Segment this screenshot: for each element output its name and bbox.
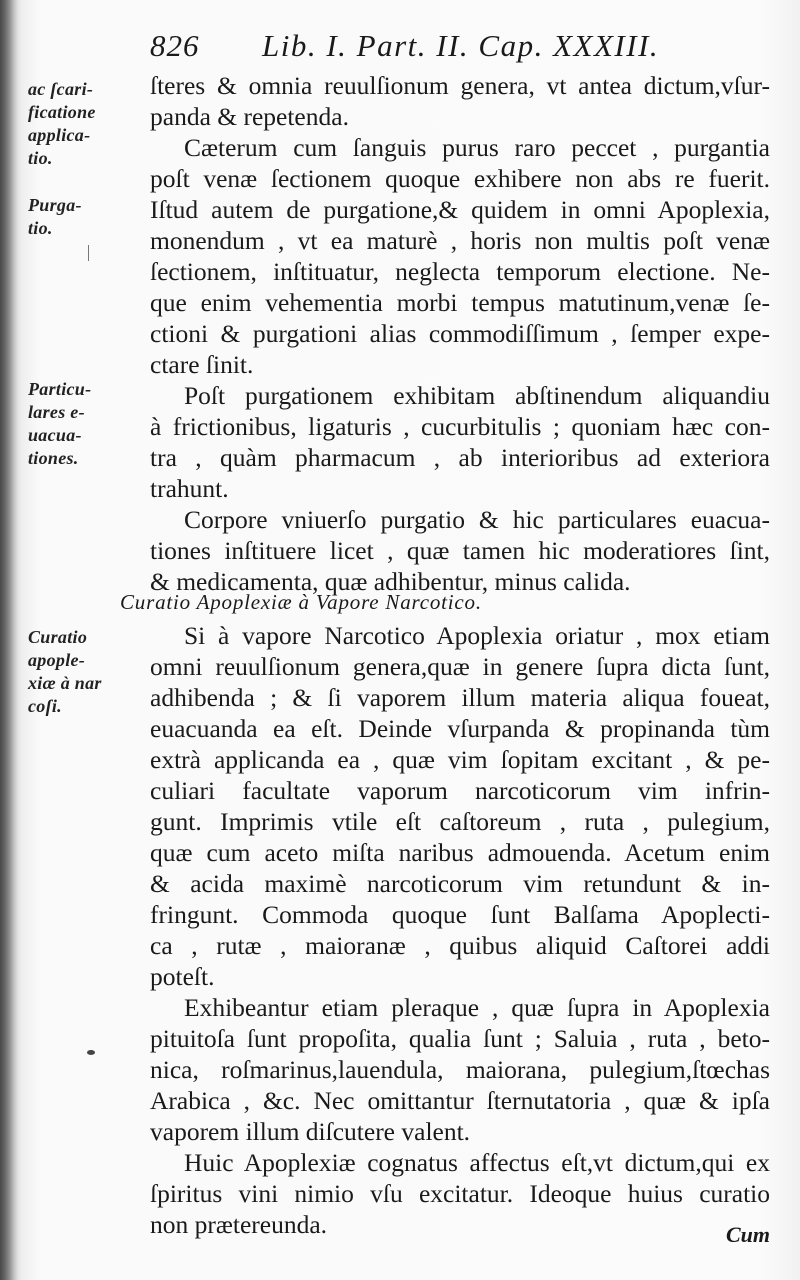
section-heading: Curatio Apoplexiæ à Vapore Narcotico. (120, 590, 482, 614)
text-line: pituitoſa ſunt propoſita, qualia ſunt ; Saluia , ruta , beto- (150, 1024, 770, 1053)
margin-note-line: coſi. (28, 696, 62, 716)
text-line: & acida maximè narcoticorum vim retundunt & in- (150, 869, 770, 898)
ink-speck (87, 1050, 95, 1055)
margin-note-line: Curatio (28, 627, 88, 647)
text-line: panda & repetenda. (150, 102, 349, 131)
margin-note-scarification (28, 78, 96, 170)
text-line: poteſt. (150, 962, 215, 991)
text-line: omni reuulſionum genera,quæ in genere ſupra dicta ſunt, (150, 652, 770, 681)
text-line: fringunt. Commoda quoque ſunt Balſama Apoplecti- (150, 900, 770, 929)
margin-note-line: ac ſcari- (28, 79, 94, 99)
margin-note-line: uacua- (28, 425, 82, 445)
text-line: Si à vapore Narcotico Apoplexia oriatur , mox etiam (184, 621, 770, 650)
text-line: tiones inſtituere licet , quæ tamen hic moderatiores ſint, (150, 536, 770, 565)
text-line: ctare ſinit. (150, 350, 254, 379)
text-line: ctioni & purgationi alias commodiſſimum , ſemper expe- (150, 319, 770, 348)
text-line: tra , quàm pharmacum , ab interioribus ad exteriora (150, 443, 770, 472)
text-line: gunt. Imprimis vtile eſt caſtoreum , ruta , pulegium, (150, 807, 770, 836)
text-line: nica, roſmarinus,lauendula, maiorana, pulegium,ſtœchas (150, 1055, 770, 1084)
text-line: ſpiritus vini nimio vſu excitatur. Ideoque huius curatio (150, 1179, 770, 1208)
page-header (150, 28, 750, 72)
text-line: vaporem illum diſcutere valent. (150, 1117, 471, 1146)
margin-note-line: Particu- (28, 379, 92, 399)
margin-note-line: tio. (28, 148, 53, 168)
margin-note-curatio (28, 626, 102, 718)
running-title: Lib. I. Part. II. Cap. XXXIII. (262, 28, 660, 63)
text-line: euacuanda ea eſt. Deinde vſurpanda & propinanda tùm (150, 714, 770, 743)
text-line: ca , rutæ , maioranæ , quibus aliquid Caſtorei addi (150, 931, 770, 960)
text-line: quæ cum aceto miſta naribus admouenda. Acetum enim (150, 838, 770, 867)
text-line: trahunt. (150, 474, 229, 503)
margin-note-line: Purga- (28, 195, 82, 215)
text-line: Corpore vniuerſo purgatio & hic particulares euacua- (184, 505, 770, 534)
margin-note-line: applica- (28, 125, 91, 145)
margin-rule (88, 245, 89, 261)
text-line: que enim vehementia morbi tempus matutinum,venæ ſe- (150, 288, 770, 317)
text-line: Exhibeantur etiam pleraque , quæ ſupra in Apoplexia (184, 993, 770, 1022)
text-line: & medicamenta, quæ adhibentur, minus calida. (150, 567, 631, 596)
text-line: Arabica , &c. Nec omittantur ſternutatoria , quæ & ipſa (150, 1086, 770, 1115)
catchword: Cum (725, 1222, 770, 1247)
text-line: non prætereunda. (150, 1210, 328, 1239)
text-line: Cæterum cum ſanguis purus raro peccet , purgantia (184, 133, 770, 162)
text-line: Poſt purgationem exhibitam abſtinendum aliquandiu (184, 381, 770, 410)
margin-note-line: apople- (28, 650, 86, 670)
text-line: monendum , vt ea maturè , horis non multis poſt venæ (150, 226, 770, 255)
margin-note-line: tiones. (28, 448, 79, 468)
text-line: adhibenda ; & ſi vaporem illum materia aliqua foueat, (150, 683, 770, 712)
margin-note-line: ficatione (28, 102, 96, 122)
text-line: à frictionibus, ligaturis , cucurbitulis ; quoniam hæc con- (150, 412, 770, 441)
margin-note-purgatio (28, 194, 82, 240)
gutter-shadow (0, 0, 18, 1280)
margin-note-line: tio. (28, 218, 53, 238)
text-line: Huic Apoplexiæ cognatus affectus eſt,vt dictum,qui ex (184, 1148, 770, 1177)
text-line: culiari facultate vaporum narcoticorum vim infrin- (150, 776, 770, 805)
margin-note-particulares (28, 378, 91, 470)
text-line: ſectionem, inſtituatur, neglecta temporum electione. Ne- (150, 257, 770, 286)
margin-note-line: lares e- (28, 402, 85, 422)
text-line: extrà applicanda ea , quæ vim ſopitam excitant , & pe- (150, 745, 770, 774)
text-line: poſt venæ ſectionem quoque exhibere non abs re fuerit. (150, 164, 770, 193)
page-number: 826 (150, 28, 200, 63)
text-line: ſteres & omnia reuulſionum genera, vt antea dictum,vſur- (150, 71, 770, 100)
margin-note-line: xiæ à nar (28, 673, 102, 693)
text-line: Iſtud autem de purgatione,& quidem in omni Apoplexia, (150, 195, 770, 224)
